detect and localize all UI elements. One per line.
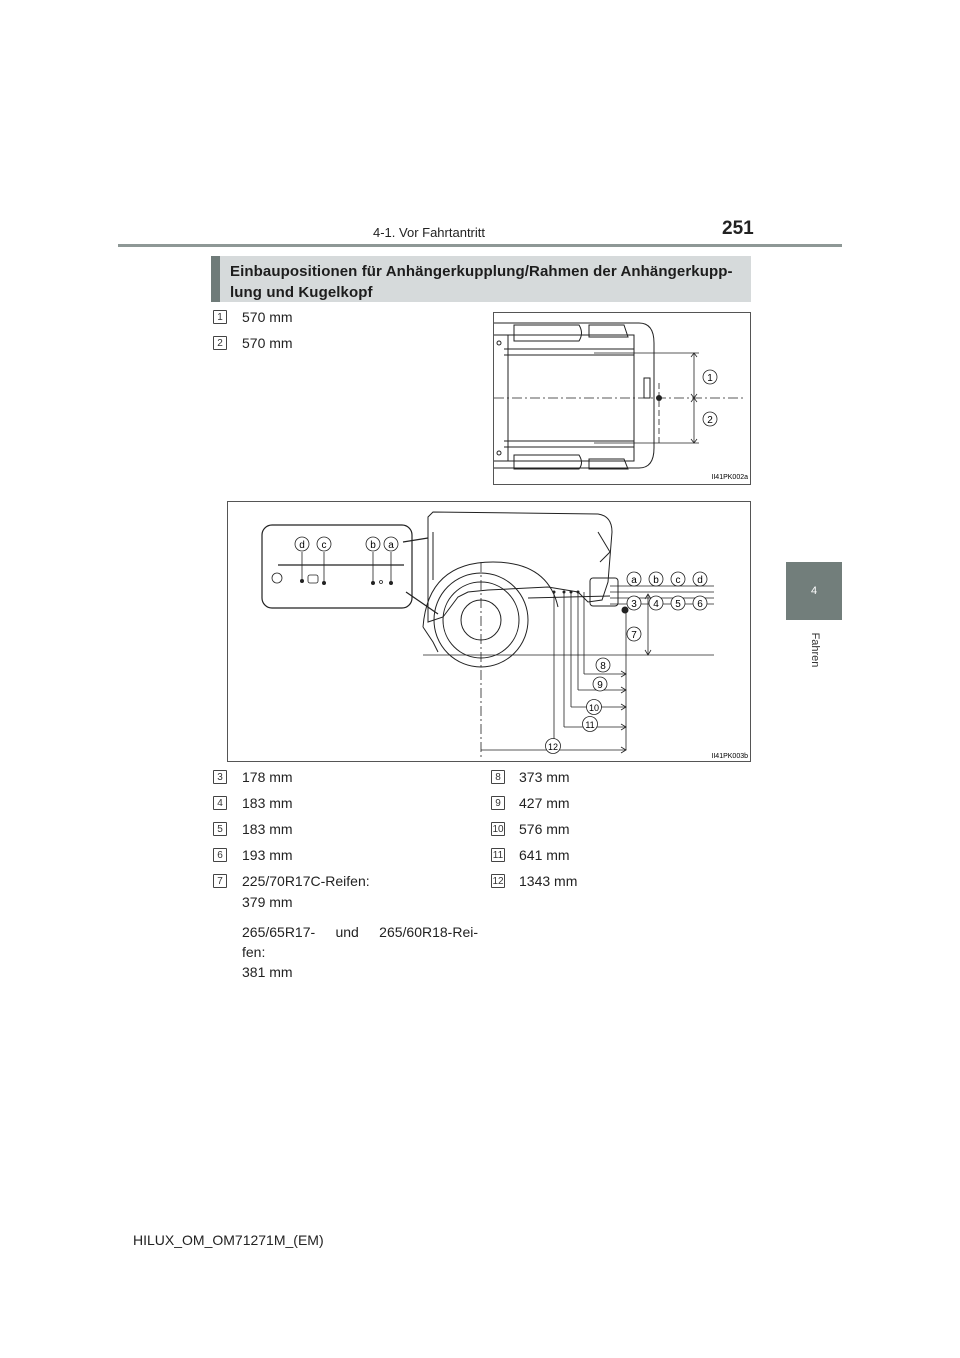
item-badge: 4 [213,796,227,810]
section-title-line2: lung und Kugelkopf [230,284,373,301]
chapter-label-text: Fahren [809,632,821,668]
hitch-letter-callouts [627,572,707,586]
item-badge: 5 [213,822,227,836]
item-badge: 11 [492,849,504,861]
chapter-tab[interactable] [786,562,842,620]
chapter-label [808,622,820,682]
item-badge: 7 [213,874,227,888]
item-value: 225/70R17C-Reifen: [242,873,370,889]
letter-callout: d [299,540,305,551]
item-value: 570 mm [242,309,293,325]
section-title-box [211,256,751,302]
number-callout: 9 [597,680,603,691]
letter-callout: c [321,540,327,551]
item-value: 576 mm [519,821,570,837]
number-callout: 5 [675,599,681,610]
item-value-extra: 381 mm [242,964,293,980]
item-badge: 3 [213,770,227,784]
item-value: 641 mm [519,847,570,863]
diagram-ref-code: II41PK002a [711,474,748,481]
item-value: 183 mm [242,795,293,811]
letter-callout: a [631,575,637,586]
item-badge: 1 [213,310,227,324]
item-value-extra: 265/65R17- und 265/60R18-Rei- [242,924,478,940]
diagram-ref-code: II41PK003b [711,753,748,760]
header-rule [118,244,842,247]
letter-callout: b [370,540,376,551]
page-number: 251 [722,218,754,239]
item-badge: 6 [213,848,227,862]
item-value: 1343 mm [519,873,578,889]
number-callout: 8 [600,661,606,672]
item-value: 379 mm [242,894,293,910]
item-value: 570 mm [242,335,293,351]
top-view-drawing [494,313,750,484]
document-code: HILUX_OM_OM71271M_(EM) [133,1232,324,1248]
item-value-extra: fen: [242,944,266,960]
number-callout: 7 [631,630,637,641]
callout-label: 1 [707,373,713,384]
side-view-drawing [228,502,750,761]
item-badge: 9 [491,796,505,810]
chapter-number: 4 [810,585,818,597]
item-value: 193 mm [242,847,293,863]
item-badge: 8 [491,770,505,784]
item-value: 183 mm [242,821,293,837]
item-value: 427 mm [519,795,570,811]
number-callout: 12 [547,742,559,752]
section-label: 4-1. Vor Fahrtantritt [373,225,485,240]
number-callout: 4 [653,599,659,610]
number-callout: 3 [631,599,637,610]
hitch-number-callouts [627,596,707,641]
letter-callout: d [697,575,703,586]
number-callout: 10 [588,703,600,713]
side-view-diagram [227,501,751,762]
item-value: 373 mm [519,769,570,785]
top-view-diagram [493,312,751,485]
callout-label: 2 [707,415,713,426]
number-callout: 11 [585,720,595,730]
item-value: 178 mm [242,769,293,785]
item-badge: 12 [492,875,504,887]
number-callout: 6 [697,599,703,610]
item-badge: 10 [492,823,504,835]
item-badge: 2 [213,336,227,350]
letter-callout: c [675,575,681,586]
letter-callout: b [653,575,659,586]
section-title-line1: Einbaupositionen für Anhängerkupplung/Rahmen der Anhängerkupp- [230,263,733,280]
letter-callout: a [388,540,394,551]
